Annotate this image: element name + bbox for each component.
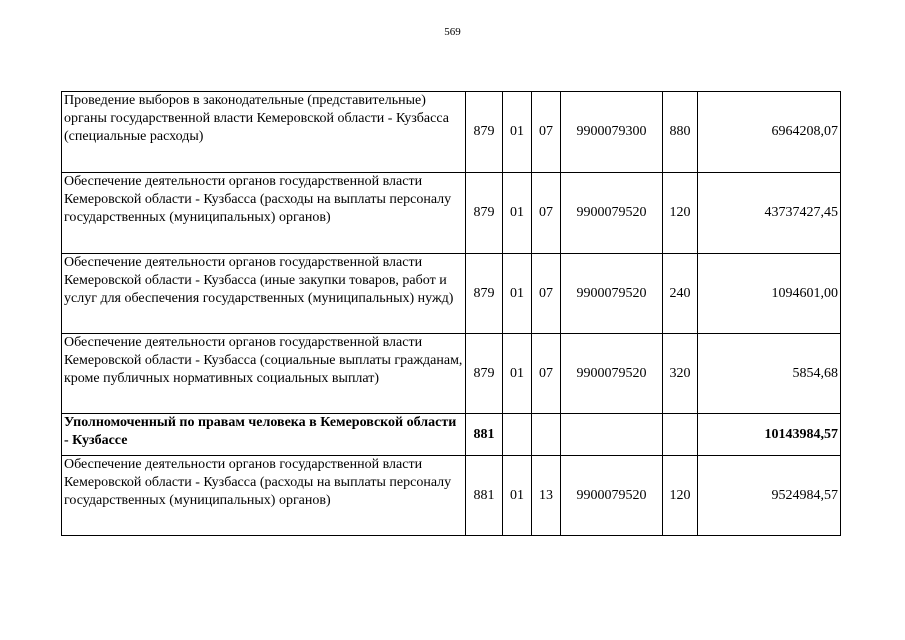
subsection-code: 07 — [532, 173, 561, 254]
section-code: 01 — [503, 92, 532, 173]
amount: 5854,68 — [698, 334, 841, 414]
amount: 9524984,57 — [698, 456, 841, 536]
expense-type-code: 880 — [663, 92, 698, 173]
amount: 1094601,00 — [698, 254, 841, 334]
expense-type-code: 120 — [663, 173, 698, 254]
page-number: 569 — [444, 26, 461, 38]
ministry-code: 879 — [466, 92, 503, 173]
ministry-code: 879 — [466, 254, 503, 334]
subsection-code: 07 — [532, 254, 561, 334]
expense-name: Уполномоченный по правам человека в Кемеровской области - Кузбассе — [62, 414, 466, 456]
table-row — [62, 92, 841, 173]
target-article-code: 9900079520 — [561, 254, 663, 334]
table-row — [62, 173, 841, 254]
section-code: 01 — [503, 173, 532, 254]
target-article-code: 9900079300 — [561, 92, 663, 173]
target-article-code: 9900079520 — [561, 334, 663, 414]
expense-name: Обеспечение деятельности органов государственной власти Кемеровской области - Кузбасса (иные закупки товаров, работ и услуг для обеспечения государственных (муниципальных) нужд) — [62, 254, 466, 334]
section-code — [503, 414, 532, 456]
table-row — [62, 414, 841, 456]
ministry-code: 881 — [466, 456, 503, 536]
expense-name: Обеспечение деятельности органов государственной власти Кемеровской области - Кузбасса (расходы на выплаты персоналу государственных (муниципальных) органов) — [62, 173, 466, 254]
amount: 10143984,57 — [698, 414, 841, 456]
budget-table — [61, 91, 841, 536]
expense-type-code: 120 — [663, 456, 698, 536]
amount: 6964208,07 — [698, 92, 841, 173]
subsection-code: 07 — [532, 334, 561, 414]
expense-name: Обеспечение деятельности органов государственной власти Кемеровской области - Кузбасса (расходы на выплаты персоналу государственных (муниципальных) органов) — [62, 456, 466, 536]
ministry-code: 879 — [466, 334, 503, 414]
subsection-code — [532, 414, 561, 456]
section-code: 01 — [503, 334, 532, 414]
expense-name: Проведение выборов в законодательные (представительные) органы государственной власти Кемеровской области - Кузбасса (специальные расходы) — [62, 92, 466, 173]
expense-type-code: 240 — [663, 254, 698, 334]
target-article-code: 9900079520 — [561, 456, 663, 536]
expense-name: Обеспечение деятельности органов государственной власти Кемеровской области - Кузбасса (социальные выплаты гражданам, кроме публичных нормативных социальных выплат) — [62, 334, 466, 414]
ministry-code: 879 — [466, 173, 503, 254]
subsection-code: 13 — [532, 456, 561, 536]
expense-type-code — [663, 414, 698, 456]
table-row — [62, 456, 841, 536]
target-article-code: 9900079520 — [561, 173, 663, 254]
subsection-code: 07 — [532, 92, 561, 173]
section-code: 01 — [503, 254, 532, 334]
expense-type-code: 320 — [663, 334, 698, 414]
ministry-code: 881 — [466, 414, 503, 456]
section-code: 01 — [503, 456, 532, 536]
table-row — [62, 254, 841, 334]
amount: 43737427,45 — [698, 173, 841, 254]
table-row — [62, 334, 841, 414]
target-article-code — [561, 414, 663, 456]
